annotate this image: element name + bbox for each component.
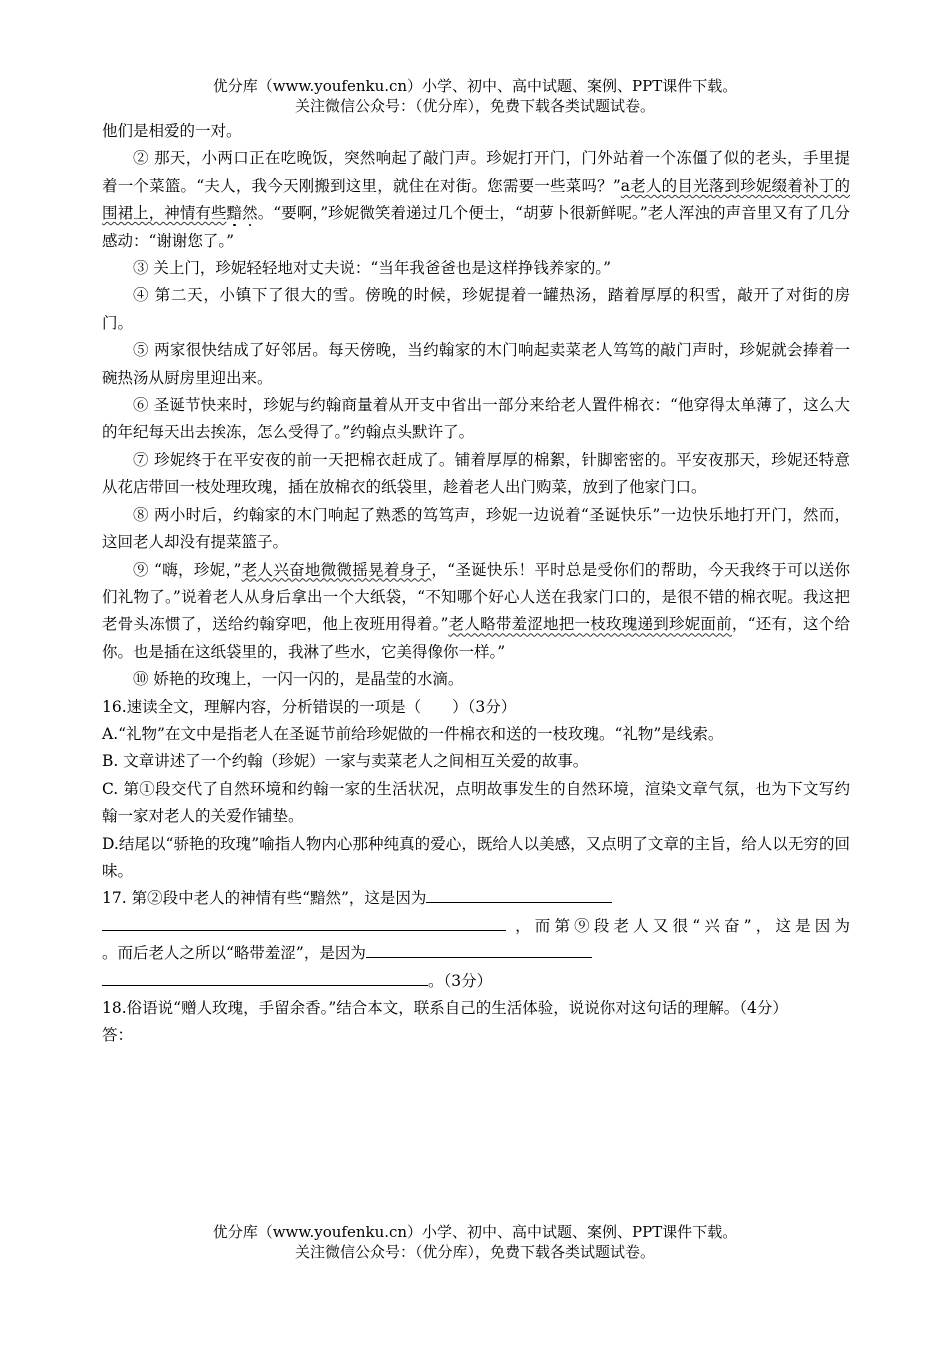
question-17-line-2: [102, 913, 850, 940]
paragraph-6: ⑥ 圣诞节快来时，珍妮与约翰商量着从开支中省出一部分来给老人置件棉衣：“他穿得太单薄了，这么大的年纪每天出去挨冻，怎么受得了。”约翰点头默许了。: [102, 396, 850, 442]
paragraph-1-end: 他们是相爱的一对。: [102, 122, 242, 140]
emphasis-dot-char-1: 黯: [226, 204, 243, 223]
paragraph-8: ⑧ 两小时后，约翰家的木门响起了熟悉的笃笃声，珍妮一边说着“圣诞快乐”一边快乐地打开门，然而，这回老人却没有提菜篮子。: [102, 505, 850, 552]
question-16-option-d: D.结尾以“骄艳的玫瑰”喻指人物内心那种纯真的爱心，既给人以美感，又点明了文章的主旨，给人以无穷的回味。: [102, 834, 850, 880]
answer-label: 答：: [102, 1026, 134, 1045]
paragraph-7: ⑦ 珍妮终于在平安夜的前一天把棉衣赶成了。铺着厚厚的棉絮，针脚密密的。平安夜那天，珍妮还特意从花店带回一枝处理玫瑰，插在放棉衣的纸袋里，趁着老人出门购菜，放到了他家门口。: [102, 450, 850, 497]
header-line-1: 优分库（www.youfenku.cn）小学、初中、高中试题、案例、PPT课件下载。: [212, 77, 738, 95]
paragraph-2-text-b: “要啊，”珍妮微笑着递过几个便士，“胡萝卜很新鲜呢。”老人浑浊的声音里又有了几分感动：“谢谢您了。”: [102, 204, 850, 250]
paragraph-9: [102, 557, 850, 667]
emphasis-dot-char-2: 然: [242, 204, 258, 223]
paragraph-3: ③ 关上门，珍妮轻轻地对丈夫说：“当年我爸爸也是这样挣钱养家的。”: [133, 259, 612, 278]
question-16-option-b: B. 文章讲述了一个约翰（珍妮）一家与卖菜老人之间相互关爱的故事。: [102, 752, 589, 771]
paragraph-2-text-a: ② 那天，小两口正在吃晚饭，突然响起了敲门声。珍妮打开门，门外站着一个冻僵了似的老头，手里提着一个菜篮。“夫人，我今天刚搬到这里，就住在对街。您需要一些菜吗？”: [102, 149, 850, 195]
question-17-line-1: [102, 885, 850, 912]
page-header: [0, 76, 950, 116]
footer-line-2: 关注微信公众号：（优分库），免费下载各类试题试卷。: [294, 1243, 655, 1261]
answer-blank-4[interactable]: [102, 968, 428, 986]
paragraph-9-text-c: ，“还有，这个给你。也是插在这纸袋里的，我淋了些水，它美得像你一样。”: [102, 615, 850, 661]
question-17-line-4: [102, 968, 850, 995]
page-footer: [0, 1222, 950, 1262]
wavy-underline-shy: 老人略带羞涩地把一枝玫瑰递到珍妮面前: [448, 615, 732, 634]
question-16: 16.速读全文，理解内容，分析错误的一项是（ ）（3分）: [102, 697, 517, 716]
paragraph-5: ⑤ 两家很快结成了好邻居。每天傍晚，当约翰家的木门响起卖菜老人笃笃的敲门声时，珍妮就会捧着一碗热汤从厨房里迎出来。: [102, 341, 850, 387]
header-line-2: 关注微信公众号：（优分库），免费下载各类试题试卷。: [294, 97, 655, 115]
paragraph-9-text-a: ⑨ “嗨，珍妮，”: [133, 560, 242, 579]
question-16-option-a: A.“礼物”在文中是指老人在圣诞节前给珍妮做的一件棉衣和送的一枝玫瑰。“礼物”是线索。: [102, 724, 724, 743]
question-17-prompt-b: ，而第⑨段老人又很“兴奋”，这是因为: [515, 916, 850, 935]
paragraph-10: ⑩ 娇艳的玫瑰上，一闪一闪的，是晶莹的水滴。: [133, 670, 464, 689]
paragraph-4: ④ 第二天，小镇下了很大的雪。傍晚的时候，珍妮提着一罐热汤，踏着厚厚的积雪，敲开了对街的房门。: [102, 286, 850, 332]
question-17-score: 。（3分）: [428, 971, 493, 990]
question-16-option-c: C. 第①段交代了自然环境和约翰一家的生活状况，点明故事发生的自然环境，渲染文章气氛，也为下文写约翰一家对老人的关爱作铺垫。: [102, 779, 850, 826]
question-17-prompt-a: 17. 第②段中老人的神情有些“黯然”，这是因为: [102, 889, 427, 908]
answer-blank-1[interactable]: [426, 885, 612, 903]
question-17-prompt-c: 。而后老人之所以“略带羞涩”，是因为: [102, 944, 366, 963]
question-17-line-3: [102, 940, 850, 967]
paragraph-2-punct: 。: [257, 204, 274, 223]
answer-blank-3[interactable]: [366, 940, 592, 958]
question-18: 18.俗语说“赠人玫瑰，手留余香。”结合本文，联系自己的生活体验，说说你对这句话的理解。（4分）: [102, 999, 788, 1017]
answer-blank-2[interactable]: [102, 913, 506, 931]
wavy-underline-old-man-gaze: a老人的目光落到珍妮缀着补丁的围裙上，神情有些: [102, 176, 850, 223]
document-body: [102, 118, 850, 1050]
wavy-underline-excited: 老人兴奋地微微摇晃着身子: [241, 560, 432, 579]
footer-line-1: 优分库（www.youfenku.cn）小学、初中、高中试题、案例、PPT课件下载。: [212, 1223, 738, 1241]
paragraph-9-text-b: ，“圣诞快乐！平时总是受你们的帮助，今天我终于可以送你们礼物了。”说着老人从身后拿出一个大纸袋，“不知哪个好心人送在我家门口的，是很不错的棉衣呢。我这把老骨头冻惯了，送给约翰穿吧，他上夜班用得着。”: [102, 560, 850, 634]
paragraph-2: [102, 145, 850, 255]
